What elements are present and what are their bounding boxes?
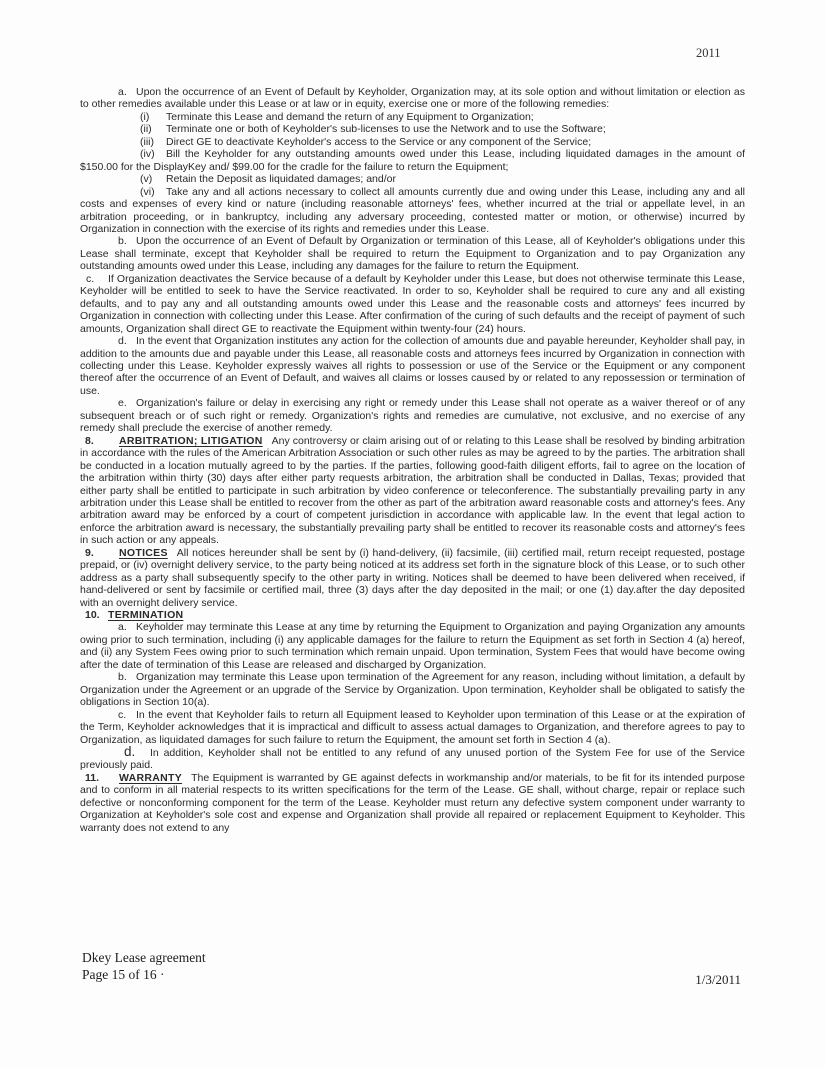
remedy-item-v-text: Retain the Deposit as liquidated damages; and/or xyxy=(166,173,396,186)
header-year: 2011 xyxy=(696,46,721,60)
remedy-item-i-num: (i) xyxy=(140,110,150,123)
paragraph-10a xyxy=(80,621,745,671)
remedy-item-v xyxy=(80,173,745,185)
section-9-notices xyxy=(80,547,745,609)
section-11-warranty xyxy=(80,772,745,834)
paragraph-10c-label: c. xyxy=(118,708,127,721)
paragraph-10d-text: In addition, Keyholder shall not be entitled to any refund of any unused portion of the System Fee for use of the Service previously paid. xyxy=(80,747,745,772)
section-9-number: 9. xyxy=(85,546,94,559)
remedy-item-i xyxy=(80,111,745,123)
footer-doc-title: Dkey Lease agreement xyxy=(82,950,206,965)
remedy-item-iv xyxy=(80,148,745,173)
paragraph-7c-label: c. xyxy=(86,272,95,285)
paragraph-10a-text: Keyholder may terminate this Lease at any time by returning the Equipment to Organization and paying Organization any amounts owing prior to such termination, including (i) any applicable damages for the failure to return the Equipment as set forth in Section 4 (a) hereof, and (ii) any System Fees owing prior to such termination which remain unpaid. Upon termination, System Fees that would have become owing after the date of termination of this Lease are released and discharged by Organization. xyxy=(80,621,745,671)
paragraph-7d xyxy=(80,335,745,397)
remedy-item-iii xyxy=(80,136,745,148)
section-10-number: 10. xyxy=(85,609,100,622)
remedy-item-ii-text: Terminate one or both of Keyholder's sub-licenses to use the Network and to use the Software; xyxy=(166,123,606,136)
remedy-item-iv-num: (iv) xyxy=(140,148,155,161)
paragraph-10b-label: b. xyxy=(118,671,127,684)
section-10-heading: TERMINATION xyxy=(108,609,184,622)
paragraph-7a xyxy=(80,86,745,111)
paragraph-7c xyxy=(80,273,745,335)
remedy-item-iii-text: Direct GE to deactivate Keyholder's access to the Service or any component of the Service; xyxy=(166,135,592,148)
section-9-text: All notices hereunder shall be sent by (i) hand-delivery, (ii) facsimile, (iii) certified mail, return receipt requested, postage prepaid, or (iv) overnight delivery service, to the party being noticed at its address set forth in the signature block of this Lease, or to such other address as a party shall subsequently specify to the other party in writing. Notices shall be deemed to have been delivered when received, if hand-delivered or sent by facsimile or certified mail, three (3) days after the day deposited in the mail; or one (1) day.after the day deposited with an overnight delivery service. xyxy=(80,546,745,609)
paragraph-10d-label: d. xyxy=(124,744,136,760)
section-8-arbitration xyxy=(80,435,745,547)
remedy-item-v-num: (v) xyxy=(140,173,153,186)
remedy-item-ii-num: (ii) xyxy=(140,123,152,136)
paragraph-7d-label: d. xyxy=(118,335,127,348)
section-8-text: Any controversy or claim arising out of or relating to this Lease shall be resolved by binding arbitration in accordance with the rules of the American Arbitration Association or such other rules as may be agreed to by the parties. The arbitration shall be conducted in a location mutually agreed to by the parties. If the parties, following good-faith diligent efforts, fail to agree on the location of the arbitration within thirty (30) days after either party requests arbitration, the arbitration shall be conducted in Dallas, Texas; provided that either party shall be entitled to participate in such arbitration by video conference or teleconference. The substantially prevailing party in any arbitration under this Lease shall be entitled to recover from the other as part of the arbitration award reasonable costs and attorney's fees. Any arbitration award may be enforced by a court of competent jurisdiction in accordance with applicable law. In the event that legal action to enforce the arbitration award is necessary, the substantially prevailing party shall be entitled to recover its reasonable costs and attorney's fees in such action or any appeals. xyxy=(80,434,745,547)
paragraph-7b-text: Upon the occurrence of an Event of Default by Organization or termination of this Lease, all of Keyholder's obligations under this Lease shall terminate, except that Keyholder shall be required to return the Equipment to Organization and to pay Organization any outstanding amounts owed under this Lease, including any damages for the failure to return the Equipment. xyxy=(80,235,745,273)
remedy-item-iv-text: Bill the Keyholder for any outstanding amounts owed under this Lease, including liquidated damages in the amount of $150.00 for the DisplayKey and/ $99.00 for the cradle for the failure to return the Equipment; xyxy=(80,148,745,173)
remedy-item-vi xyxy=(80,186,745,236)
remedy-item-ii xyxy=(80,123,745,135)
paragraph-10b xyxy=(80,671,745,708)
remedy-item-vi-num: (vi) xyxy=(140,185,155,198)
section-11-text: The Equipment is warranted by GE against defects in workmanship and/or materials, to be fit for its intended purpose and to conform in all material respects to its written specifications for the term of the Lease. GE shall, without charge, repair or replace such defective or nonconforming component for the term of the Lease. Keyholder must return any defective system component under warranty to Organization at Keyholder's sole cost and expense and Organization shall provide all repaired or replacement Equipment to Keyholder. This warranty does not extend to any xyxy=(80,771,745,834)
footer-date: 1/3/2011 xyxy=(695,972,741,987)
paragraph-7c-text: If Organization deactivates the Service because of a default by Keyholder under this Lease, but does not otherwise terminate this Lease, Keyholder will be entitled to seek to have the Service reactivated. In order to so, Keyholder shall be required to cure any and all existing defaults, and to pay any and all outstanding amounts owed under this Lease and the reasonable costs and attorneys' fees incurred by Organization in connection with collecting under this Lease. After confirmation of the curing of such defaults and the receipt of payment of such amounts, Organization shall direct GE to reactivate the Equipment within twenty-four (24) hours. xyxy=(80,272,745,335)
section-9-heading: NOTICES xyxy=(119,546,168,559)
paragraph-10b-text: Organization may terminate this Lease upon termination of the Agreement for any reason, including without limitation, a default by Organization under the Agreement or an upgrade of the Service by Organization. Upon termination, Keyholder shall be obligated to satisfy the obligations in Section 10(a). xyxy=(80,671,745,709)
paragraph-7b xyxy=(80,235,745,272)
section-11-heading: WARRANTY xyxy=(119,771,183,784)
paragraph-10c-text: In the event that Keyholder fails to return all Equipment leased to Keyholder upon termination of this Lease or at the expiration of the Term, Keyholder acknowledges that it is impractical and difficult to assess actual damages to Organization, and therefore agrees to pay to Organization, as liquidated damages for such failure to return the Equipment, the amount set forth in Section 4 (a). xyxy=(80,708,745,746)
section-11-number: 11. xyxy=(85,771,100,784)
section-8-number: 8. xyxy=(85,434,94,447)
paragraph-7e-label: e. xyxy=(118,397,127,410)
paragraph-10d xyxy=(80,746,745,772)
document-body xyxy=(80,86,745,834)
section-8-heading: ARBITRATION; LITIGATION xyxy=(119,434,263,447)
remedy-item-vi-text: Take any and all actions necessary to collect all amounts currently due and owing under this Lease, including any and all costs and expenses of every kind or nature (including reasonable attorneys' fees, whether incurred at the trial or appellate level, in an arbitration proceeding, or in bankruptcy, including any adversary proceeding, contested matter or motion, or otherwise) incurred by Organization in connection with the exercise of its rights and remedies under this Lease. xyxy=(80,185,745,235)
remedy-item-i-text: Terminate this Lease and demand the return of any Equipment to Organization; xyxy=(166,110,534,123)
paragraph-10a-label: a. xyxy=(118,621,127,634)
footer-page-label: Page 15 of 16 · xyxy=(82,966,165,982)
section-10-termination-heading xyxy=(80,609,745,621)
remedy-item-iii-num: (iii) xyxy=(140,135,154,148)
paragraph-7b-label: b. xyxy=(118,235,127,248)
paragraph-7a-label: a. xyxy=(118,86,127,98)
paragraph-7e-text: Organization's failure or delay in exercising any right or remedy under this Lease shall not operate as a waiver thereof or of any subsequent breach or of such right or remedy. Organization's rights and remedies are cumulative, not exclusive, and no exercise of any remedy shall preclude the exercise of another remedy. xyxy=(80,397,745,435)
paragraph-7d-text: In the event that Organization institutes any action for the collection of amounts due and payable hereunder, Keyholder shall pay, in addition to the amounts due and payable under this Lease, all reasonable costs and attorneys fees incurred by Organization in connection with collecting under this Lease. Keyholder expressly waives all rights to possession or use of the Service or the Equipment or any component thereof after the occurrence of an Event of Default, and waives all claims or losses caused by or related to any repossession or termination of use. xyxy=(80,335,745,397)
paragraph-10c xyxy=(80,709,745,746)
footer-left-block xyxy=(82,950,206,983)
paragraph-7a-text: Upon the occurrence of an Event of Default by Keyholder, Organization may, at its sole option and without limitation or election as to other remedies available under this Lease or at law or in equity, exercise one or more of the following remedies: xyxy=(80,86,745,111)
paragraph-7e xyxy=(80,397,745,434)
